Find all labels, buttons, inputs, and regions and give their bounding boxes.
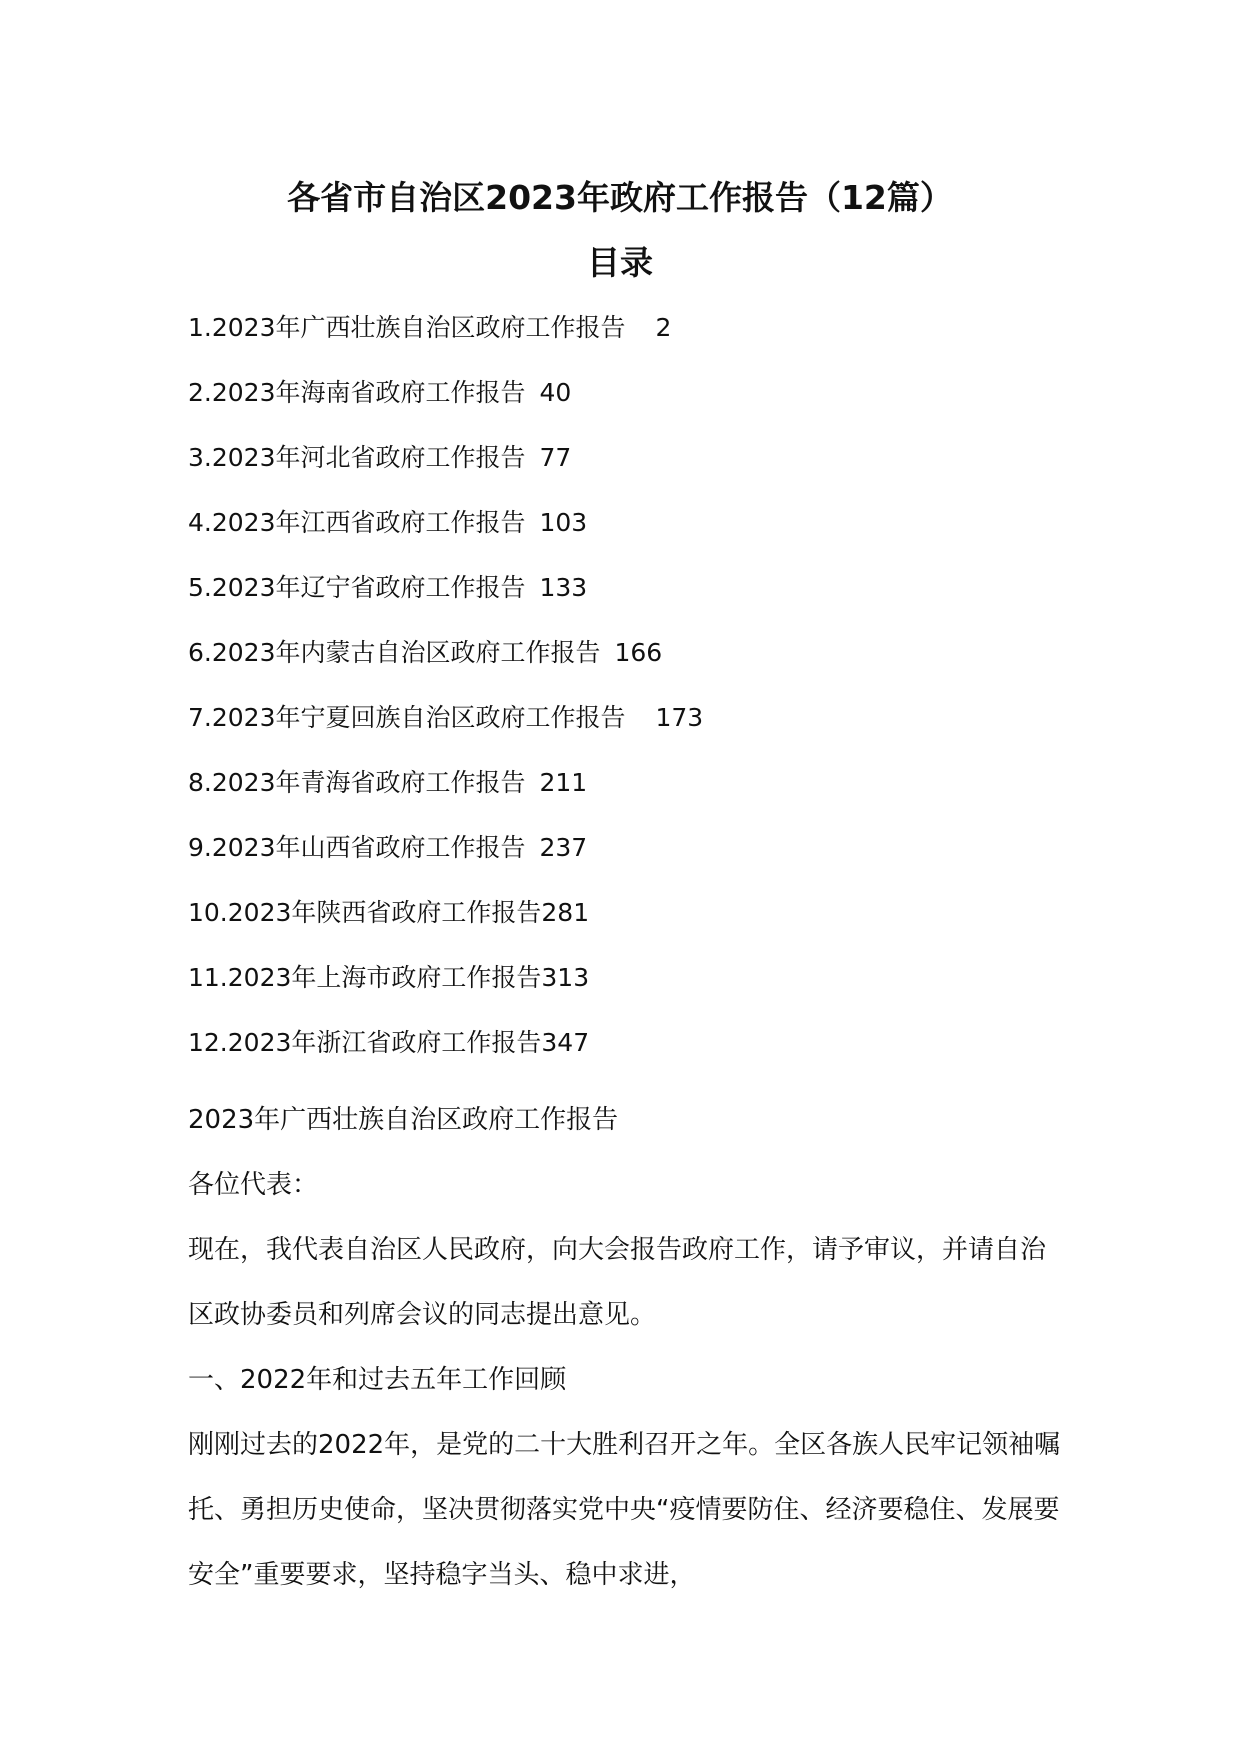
document-title: 各省市自治区2023年政府工作报告（12篇） [287,178,953,217]
toc-entry-label: 12.2023年浙江省政府工作报告 [188,1028,542,1057]
section-heading: 一、2022年和过去五年工作回顾 [188,1365,567,1395]
toc-entry[interactable] [188,503,703,568]
report-body [188,1088,1068,1608]
toc-entry[interactable] [188,1023,703,1088]
toc-entry[interactable] [188,438,703,503]
salutation: 各位代表： [188,1170,319,1200]
toc-entry-label: 11.2023年上海市政府工作报告 [188,963,542,992]
toc-entry-page: 281 [541,898,590,927]
section-title: 2023年广西壮族自治区政府工作报告 [188,1105,619,1135]
toc-entry-label: 9.2023年山西省政府工作报告 [188,833,526,862]
toc-entry[interactable] [188,568,703,633]
toc-entry-page: 133 [539,573,588,602]
toc-entry[interactable] [188,828,703,893]
toc-entry-page: 173 [655,703,704,732]
toc-entry-label: 2.2023年海南省政府工作报告 [188,378,526,407]
toc-entry[interactable] [188,373,703,438]
toc-entry[interactable] [188,698,703,763]
toc-entry-page: 2 [655,313,672,342]
opening-paragraph: 现在，我代表自治区人民政府，向大会报告政府工作，请予审议，并请自治区政协委员和列席会议的同志提出意见。 [188,1235,1047,1330]
toc-entry-page: 313 [541,963,590,992]
toc-heading: 目录 [587,243,653,282]
toc-entry-label: 5.2023年辽宁省政府工作报告 [188,573,526,602]
toc-entry-page: 40 [539,378,572,407]
body-paragraph: 刚刚过去的2022年，是党的二十大胜利召开之年。全区各族人民牢记领袖嘱托、勇担历史使命，坚决贯彻落实党中央“疫情要防住、经济要稳住、发展要安全”重要要求，坚持稳字当头、稳中求进， [188,1430,1061,1590]
toc-entry-label: 1.2023年广西壮族自治区政府工作报告 [188,313,626,342]
toc-entry-label: 8.2023年青海省政府工作报告 [188,768,526,797]
toc-entry-label: 6.2023年内蒙古自治区政府工作报告 [188,638,601,667]
toc-entry-page: 211 [539,768,588,797]
toc-entry-page: 237 [539,833,588,862]
toc-entry-label: 7.2023年宁夏回族自治区政府工作报告 [188,703,626,732]
toc-entry-label: 3.2023年河北省政府工作报告 [188,443,526,472]
toc-entry-page: 166 [614,638,663,667]
toc-entry-label: 4.2023年江西省政府工作报告 [188,508,526,537]
toc-entry[interactable] [188,308,703,373]
toc-entry-page: 347 [541,1028,590,1057]
toc-entry[interactable] [188,958,703,1023]
toc-entry-label: 10.2023年陕西省政府工作报告 [188,898,542,927]
toc-entry-page: 77 [539,443,572,472]
toc-entry-page: 103 [539,508,588,537]
toc-entry[interactable] [188,893,703,958]
table-of-contents [188,308,703,1088]
toc-entry[interactable] [188,763,703,828]
toc-entry[interactable] [188,633,703,698]
